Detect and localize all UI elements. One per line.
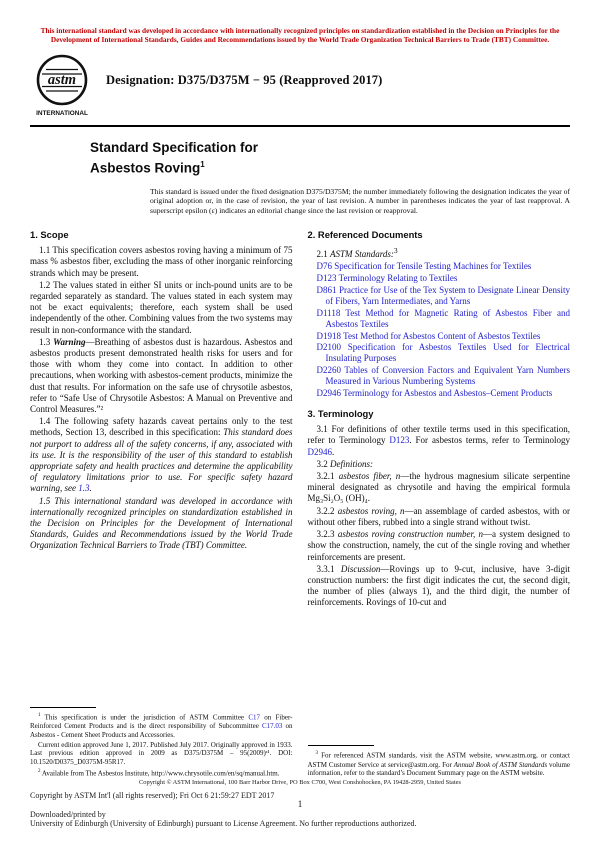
para-3-2-2-num: 3.2.2 xyxy=(316,505,338,516)
term-construction-number: asbestos roving construction number, n xyxy=(337,529,484,540)
term-asbestos-roving: asbestos roving, n xyxy=(337,505,405,516)
para-1-3-num: 1.3 xyxy=(39,336,54,347)
para-1-3-text: —Breathing of asbestos dust is hazardous. Asbestos and asbestos products present demonstrated health risks for users and for those with whom they come into contact. In addition to other precautions, when working with asbestos-cement products, minimize the dust that results. For information on the safe use of chrysotile asbestos, refer to “Safe Use of Chrysotile Asbestos: A Manual on Preventive and Control Measures.”² xyxy=(30,336,293,414)
wto-notice: This international standard was developed in accordance with internationally recognized principles on standardization established in the Decision on Principles for the Development of International Standards, Guides and Recommendations issued by the World Trade Organization Technical Barriers to Trade (TBT) Committee. xyxy=(40,26,560,45)
left-column xyxy=(30,227,293,779)
right-column xyxy=(308,227,571,779)
para-2-1-num: 2.1 xyxy=(316,249,330,260)
ref-link-d1118[interactable] xyxy=(308,308,571,330)
astm-logo-text: astm xyxy=(47,72,77,89)
download-watermark xyxy=(30,791,570,829)
ref-code: D76 xyxy=(316,261,332,272)
title-line2: Asbestos Roving xyxy=(90,160,201,176)
standard-issue-note: This standard is issued under the fixed designation D375/D375M; the number immediately following the designation indicates the year of original adoption or, in the case of revision, the year of last revision. A number in parentheses indicates the year of last reapproval. A superscript epsilon (ε) indicates an editorial change since the last revision or reapproval. xyxy=(150,186,570,215)
section-2-heading: 2. Referenced Documents xyxy=(307,229,423,241)
watermark-copyright: Copyright by ASTM Int'l (all rights reserved); Fri Oct 6 21:59:27 EDT 2017 xyxy=(30,791,275,800)
para-3-2 xyxy=(308,459,571,470)
footnote-3-marker: 3 xyxy=(315,751,318,757)
para-1-4-end: . xyxy=(89,483,92,494)
ref-title: Test Method for Asbestos Content of Asbestos Textiles xyxy=(341,330,541,341)
ref-code: D2100 xyxy=(316,342,341,353)
para-3-2-num: 3.2 xyxy=(316,458,330,469)
footnote-3-text-a: For referenced ASTM standards, visit the ASTM website, www.astm.org, or contact ASTM Customer Service at service@astm.org. For xyxy=(307,751,570,769)
ref-link-d2946[interactable] xyxy=(308,388,571,399)
para-1-4-lead: 1.4 The following safety hazards caveat pertains only to the test methods, Section 13, described in this specification: xyxy=(30,416,293,438)
ref-title: Terminology Relating to Textiles xyxy=(336,273,458,284)
footnote-1 xyxy=(30,712,293,740)
ref-code: D861 xyxy=(316,284,337,295)
para-1-3 xyxy=(30,337,293,415)
para-3-3-1 xyxy=(308,564,571,609)
para-3-1-c: . xyxy=(332,446,335,457)
ref-title: Specification for Tensile Testing Machines for Textiles xyxy=(332,261,532,272)
astm-logo xyxy=(32,53,92,122)
footnote-1-marker: 1 xyxy=(38,712,41,718)
two-column-body xyxy=(30,227,570,779)
watermark-licensee: University of Edinburgh (University of Edinburgh) pursuant to License Agreement. No further reproductions authorized. xyxy=(30,819,417,828)
para-3-1-b: . For asbestos terms, refer to Terminology xyxy=(409,435,570,446)
ref-title: Tables of Conversion Factors and Equivalent Yarn Numbers Measured in Various Numbering Systems xyxy=(325,365,570,387)
ref-link-d76[interactable] xyxy=(308,261,571,272)
footnote-1-text-a: This specification is under the jurisdiction of ASTM Committee xyxy=(40,713,249,722)
footnote-3 xyxy=(308,750,571,778)
footnote-1-edition: Current edition approved June 1, 2017. Published July 2017. Originally approved in 1933. Last previous edition approved in 2009 as D375/D375M – 95(2009)ᵋ¹. DOI: 10.1520/D0375_D0375M-95R17. xyxy=(30,740,293,767)
para-1-4 xyxy=(30,416,293,494)
para-3-2-3-num: 3.2.3 xyxy=(316,529,338,540)
para-1-1: 1.1 This specification covers asbestos roving having a minimum of 75 mass % asbestos fiber, excluding the mass of other inorganic reinforcing strands which may be present. xyxy=(30,245,293,278)
title-footnote-ref: 1 xyxy=(200,159,205,169)
para-3-3-1-text: —Rovings up to 9-cut, inclusive, have 3-digit construction numbers: the first digit indicates the cut, the second digit, the number of plies (always 1), and the third digit, the number of reinforcements. Rovings of 10-cut and xyxy=(307,563,570,608)
para-3-2-2 xyxy=(308,506,571,528)
para-3-2-1 xyxy=(308,471,571,505)
ref-link-d2100[interactable] xyxy=(308,342,571,364)
ref-link-d861[interactable] xyxy=(308,285,571,307)
para-2-1 xyxy=(308,245,571,260)
para-2-1-label: ASTM Standards: xyxy=(330,249,394,260)
title-line1: Standard Specification for xyxy=(90,140,259,156)
term-asbestos-fiber: asbestos fiber, n xyxy=(338,471,401,482)
footnote-3-book-title: Annual Book of ASTM Standards xyxy=(453,760,548,769)
para-3-2-label: Definitions: xyxy=(330,458,373,469)
designation: Designation: D375/D375M − 95 (Reapproved 2017) xyxy=(106,73,383,88)
footnote-2 xyxy=(30,768,293,778)
footnote-1-text-c: on Asbestos - Cement Sheet Products and Accessories. xyxy=(30,722,293,739)
ref-link-d2260[interactable] xyxy=(308,365,571,387)
ref-code: D1918 xyxy=(316,330,341,341)
ref-title: Test Method for Magnetic Rating of Asbestos Fiber and Asbestos Textiles xyxy=(325,307,570,329)
astm-logo-graphic xyxy=(33,53,91,117)
ref-link-d1918[interactable] xyxy=(308,331,571,342)
left-footnotes xyxy=(30,707,293,779)
footnote-separator xyxy=(30,707,96,708)
para-1-5: 1.5 This international standard was developed in accordance with internationally recognized principles on standardization established in the Decision on Principles for the Development of International Standards, Guides and Recommendations issued by the World Trade Organization Technical Barriers to Trade (TBT) Committee. xyxy=(30,495,293,551)
footnote-2-text: Available from The Asbestos Institute, http://www.chrysotile.com/en/sq/manual.htm. xyxy=(40,769,280,778)
para-3-2-1-def: —the hydrous magnesium silicate serpentine mineral designated as chrysotile and having the empirical formula Mg₃Si₂O₅ (OH)₄. xyxy=(307,471,570,504)
watermark-downloaded-by: Downloaded/printed by xyxy=(30,809,106,819)
right-footnotes xyxy=(308,745,571,779)
para-3-2-2-def: —an assemblage of carded asbestos, with or without other fibers, rubbed into a single strand without twist. xyxy=(307,505,571,527)
para-1-2: 1.2 The values stated in either SI units or inch-pound units are to be regarded separately as standard. The values stated in each system may not be exact equivalents; therefore, each system shall be used independently of the other. Combining values from the two systems may result in non-conformance with the standard. xyxy=(30,279,293,335)
astm-logo-subtext: INTERNATIONAL xyxy=(36,110,88,118)
document-title xyxy=(90,140,570,177)
link-d2946-inline[interactable]: D2946 xyxy=(307,446,332,457)
link-c17-03[interactable]: C17.03 xyxy=(261,722,283,731)
ref-title: Specification for Asbestos Textiles Used for Electrical Insulating Purposes xyxy=(325,342,570,364)
link-d123-inline[interactable]: D123 xyxy=(389,435,410,446)
section-3-heading: 3. Terminology xyxy=(307,408,374,420)
discussion-label: Discussion xyxy=(340,563,381,574)
para-1-4-caveat: This standard does not purport to address all of the safety concerns, if any, associated with its use. It is the responsibility of the user of this standard to establish appropriate safety and health practices and determine the applicability of regulatory limitations prior to use. For specific safety hazard warning, see xyxy=(30,427,293,494)
para-3-1 xyxy=(308,424,571,458)
para-3-3-1-num: 3.3.1 xyxy=(316,563,341,574)
footnote-separator xyxy=(308,745,374,746)
section-1-heading: 1. Scope xyxy=(30,229,69,241)
para-3-2-3-def: —a system designed to show the construction, namely, the cut of the single roving and whether reinforcements are present. xyxy=(307,529,570,562)
footnote-3-text-b: volume information, refer to the standard’s Document Summary page on the ASTM website. xyxy=(307,760,570,778)
ref-title: Terminology for Asbestos and Asbestos–Cement Products xyxy=(341,388,553,399)
ref-link-d123[interactable] xyxy=(308,273,571,284)
ref-code: D2946 xyxy=(316,388,341,399)
link-section-1-3[interactable]: 1.3 xyxy=(78,483,90,494)
page-number: 1 xyxy=(297,799,303,809)
ref-title: Practice for Use of the Tex System to Designate Linear Density of Fibers, Yarn Intermediates, and Yarns xyxy=(325,284,570,306)
ref-code: D123 xyxy=(316,273,337,284)
para-3-1-a: 3.1 For definitions of other textile terms used in this specification, refer to Terminology xyxy=(307,424,570,446)
footnote-2-marker: 2 xyxy=(38,769,41,774)
copyright-line: Copyright © ASTM International, 100 Barr Harbor Drive, PO Box C700, West Conshohocken, PA 19428-2959, United States xyxy=(139,779,461,786)
para-3-2-1-num: 3.2.1 xyxy=(316,471,339,482)
ref-code: D2260 xyxy=(316,365,341,376)
document-header xyxy=(30,53,570,127)
footnote-1-text-b: on Fiber-Reinforced Cement Products and is the direct responsibility of Subcommittee xyxy=(30,713,293,731)
ref-code: D1118 xyxy=(316,307,341,318)
title-block xyxy=(90,140,570,215)
para-3-2-3 xyxy=(308,529,571,563)
link-c17[interactable]: C17 xyxy=(248,713,260,722)
para-2-1-sup: 3 xyxy=(393,246,398,256)
warning-label: Warning xyxy=(53,336,86,347)
